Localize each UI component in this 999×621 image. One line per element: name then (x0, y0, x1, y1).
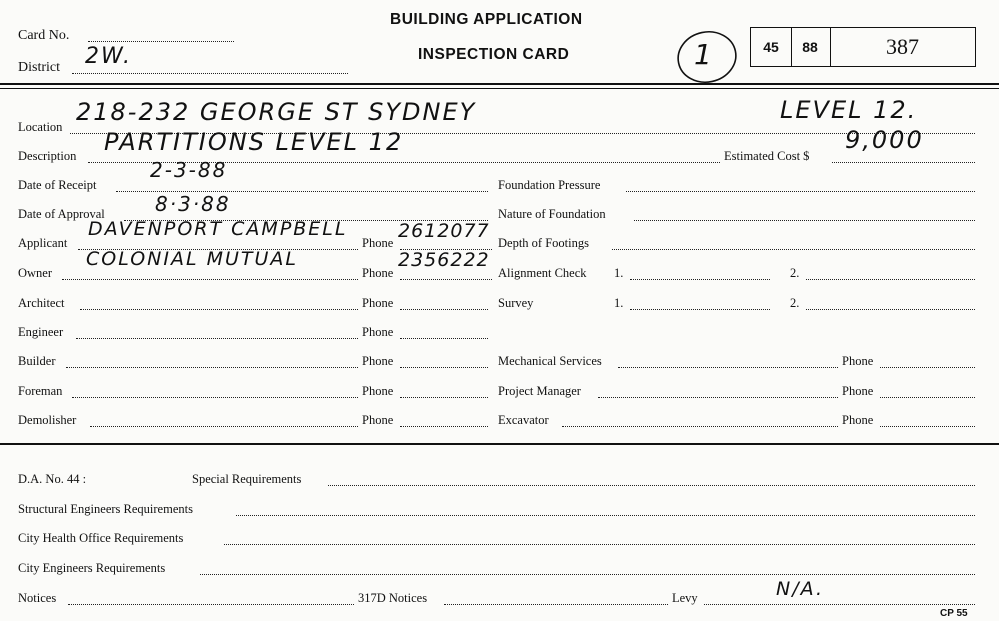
mechanical-phone-label: Phone (842, 354, 874, 368)
ref-box-a (750, 27, 792, 67)
alignment-num-2: 2. (790, 266, 800, 280)
project-manager-phone-line (880, 397, 975, 398)
card-title-line2: INSPECTION CARD (418, 46, 570, 63)
alignment-check-label: Alignment Check (498, 266, 587, 280)
nature-foundation-line (634, 220, 975, 221)
special-requirements-line (328, 485, 975, 486)
district-label: District (18, 60, 60, 75)
ref-box-b (790, 27, 831, 67)
owner-phone-label: Phone (362, 266, 394, 280)
health-requirements-line (224, 544, 975, 545)
builder-phone-line (400, 367, 488, 368)
architect-line (80, 309, 358, 310)
foreman-line (72, 397, 358, 398)
circled-number: 1 (694, 38, 714, 71)
description-label: Description (18, 149, 77, 163)
excavator-phone-line (880, 426, 975, 427)
approval-value: 8·3·88 (155, 192, 231, 216)
district-value: 2W. (85, 44, 132, 69)
card-title-line1: BUILDING APPLICATION (390, 11, 583, 28)
owner-line (62, 279, 358, 280)
ref-box-b-value: 88 (802, 39, 818, 55)
mechanical-label: Mechanical Services (498, 354, 602, 368)
project-manager-line (598, 397, 838, 398)
foreman-phone-label: Phone (362, 384, 394, 398)
excavator-line (562, 426, 838, 427)
excavator-phone-label: Phone (842, 413, 874, 427)
owner-label: Owner (18, 266, 53, 280)
survey-line-2 (806, 309, 975, 310)
engineers-requirements-line (200, 574, 975, 575)
applicant-phone-value: 2612077 (398, 220, 490, 242)
da-no-label: D.A. No. 44 : (18, 472, 87, 486)
ref-box-number-value: 387 (886, 34, 919, 59)
owner-phone-line (400, 279, 492, 280)
builder-label: Builder (18, 354, 56, 368)
structural-requirements-label: Structural Engineers Requirements (18, 502, 193, 516)
survey-label: Survey (498, 296, 534, 310)
header-rule (0, 83, 999, 85)
header-rule-thin (0, 88, 999, 89)
demolisher-phone-line (400, 426, 488, 427)
section-rule (0, 443, 999, 445)
survey-line-1 (630, 309, 770, 310)
alignment-num-1: 1. (614, 266, 624, 280)
survey-num-1: 1. (614, 296, 624, 310)
estimated-cost-label: Estimated Cost $ (724, 149, 810, 163)
applicant-value: DAVENPORT CAMPBELL (88, 218, 348, 240)
engineers-requirements-label: City Engineers Requirements (18, 561, 166, 575)
builder-line (66, 367, 358, 368)
estimated-cost-line (832, 162, 975, 163)
project-manager-phone-label: Phone (842, 384, 874, 398)
engineer-phone-line (400, 338, 488, 339)
special-requirements-label: Special Requirements (192, 472, 302, 486)
foreman-label: Foreman (18, 384, 63, 398)
foundation-pressure-label: Foundation Pressure (498, 178, 601, 192)
applicant-phone-label: Phone (362, 236, 394, 250)
depth-footings-line (612, 249, 975, 250)
structural-requirements-line (236, 515, 975, 516)
applicant-label: Applicant (18, 236, 68, 250)
demolisher-line (90, 426, 358, 427)
engineer-phone-label: Phone (362, 325, 394, 339)
owner-value: COLONIAL MUTUAL (86, 248, 299, 270)
notices-317d-line (444, 604, 668, 605)
owner-phone-value: 2356222 (398, 249, 490, 271)
builder-phone-label: Phone (362, 354, 394, 368)
excavator-label: Excavator (498, 413, 549, 427)
card-no-line (88, 41, 234, 42)
architect-phone-label: Phone (362, 296, 394, 310)
mechanical-phone-line (880, 367, 975, 368)
form-code: CP 55 (940, 608, 968, 619)
mechanical-line (618, 367, 838, 368)
location-label: Location (18, 120, 63, 134)
ref-box-number (830, 27, 976, 67)
levy-value: N/A. (776, 578, 825, 600)
notices-line (68, 604, 354, 605)
levy-label: Levy (672, 591, 698, 605)
ref-box-a-value: 45 (763, 39, 779, 55)
description-value: PARTITIONS LEVEL 12 (104, 128, 404, 156)
architect-phone-line (400, 309, 488, 310)
depth-footings-label: Depth of Footings (498, 236, 589, 250)
survey-num-2: 2. (790, 296, 800, 310)
receipt-label: Date of Receipt (18, 178, 97, 192)
card-no-label: Card No. (18, 28, 70, 43)
alignment-line-1 (630, 279, 770, 280)
approval-label: Date of Approval (18, 207, 105, 221)
foreman-phone-line (400, 397, 488, 398)
district-line (72, 73, 348, 74)
location-value: 218-232 GEORGE ST SYDNEY (76, 98, 477, 126)
receipt-value: 2-3-88 (150, 158, 228, 182)
nature-foundation-label: Nature of Foundation (498, 207, 606, 221)
foundation-pressure-line (626, 191, 975, 192)
notices-label: Notices (18, 591, 57, 605)
notices-317d-label: 317D Notices (358, 591, 428, 605)
engineer-line (76, 338, 358, 339)
estimated-cost-value: 9,000 (845, 126, 924, 154)
architect-label: Architect (18, 296, 65, 310)
alignment-line-2 (806, 279, 975, 280)
project-manager-label: Project Manager (498, 384, 581, 398)
demolisher-phone-label: Phone (362, 413, 394, 427)
health-requirements-label: City Health Office Requirements (18, 531, 184, 545)
levy-line (704, 604, 975, 605)
demolisher-label: Demolisher (18, 413, 77, 427)
level-note: LEVEL 12. (780, 96, 918, 124)
engineer-label: Engineer (18, 325, 64, 339)
